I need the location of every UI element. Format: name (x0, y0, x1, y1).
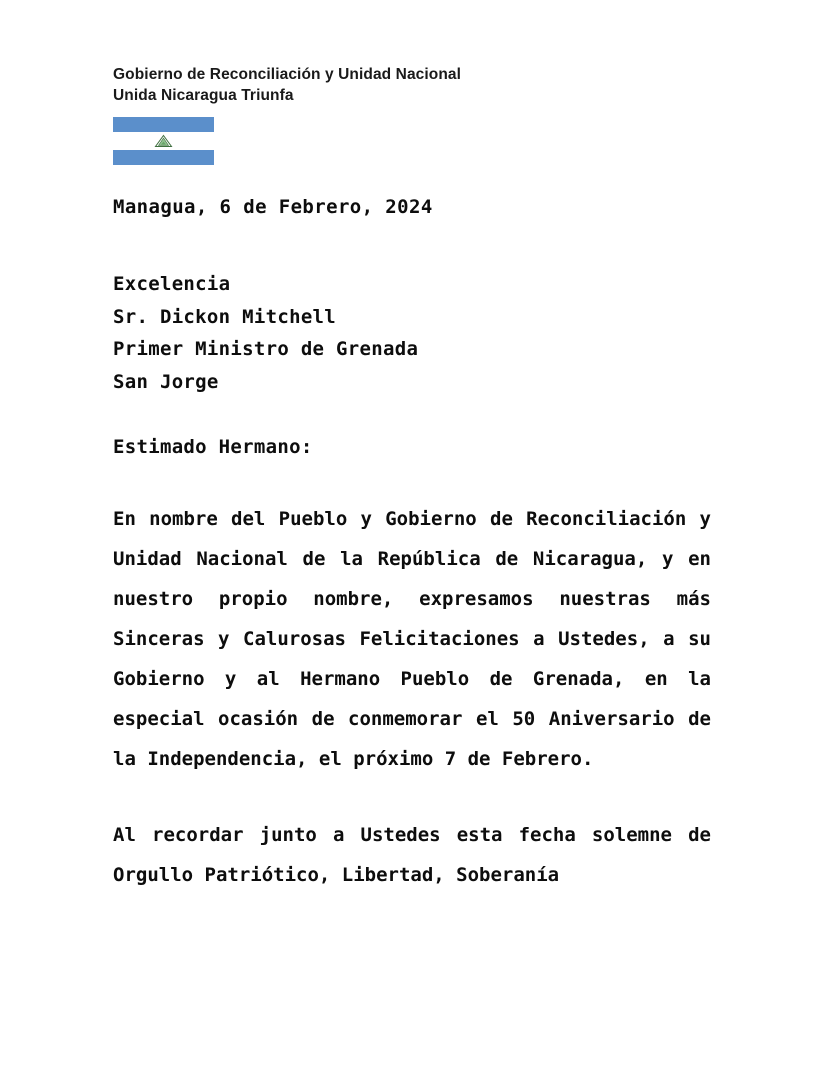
paragraph-text: En nombre del Pueblo y Gobierno de Reconciliación y Unidad Nacional de la República de Nicaragua, y en nuestro propio nombre, expresamos nuestras más Sinceras y Calurosas Felicitaciones a Ustedes, a su Gobierno y al Hermano Pueblo de Grenada, en la especial ocasión de conmemorar el 50 Aniversario de la Independencia, el próximo 7 de Febrero. (113, 508, 711, 770)
date-line: Managua, 6 de Febrero, 2024 (113, 196, 433, 218)
flag-emblem-icon (154, 134, 173, 148)
flag-stripe-top (113, 117, 214, 132)
salutation: Estimado Hermano: (113, 436, 313, 458)
paragraph-text: Al recordar junto a Ustedes esta fecha solemne de Orgullo Patriótico, Libertad, Soberanía (113, 824, 711, 886)
addressee-block (113, 268, 713, 398)
body-paragraph-1 (113, 499, 711, 779)
nicaragua-flag-icon (113, 117, 214, 165)
letterhead (113, 64, 713, 106)
flag-stripe-bottom (113, 150, 214, 165)
addressee-line-1: Excelencia (113, 273, 231, 295)
addressee-line-3: Primer Ministro de Grenada (113, 338, 419, 360)
letterhead-line-1: Gobierno de Reconciliación y Unidad Nacional (113, 66, 462, 83)
document-content (113, 64, 713, 895)
addressee-line-4: San Jorge (113, 370, 219, 393)
letterhead-line-2: Unida Nicaragua Triunfa (113, 87, 294, 104)
body-paragraph-2 (113, 815, 711, 895)
addressee-line-2: Sr. Dickon Mitchell (113, 305, 337, 328)
